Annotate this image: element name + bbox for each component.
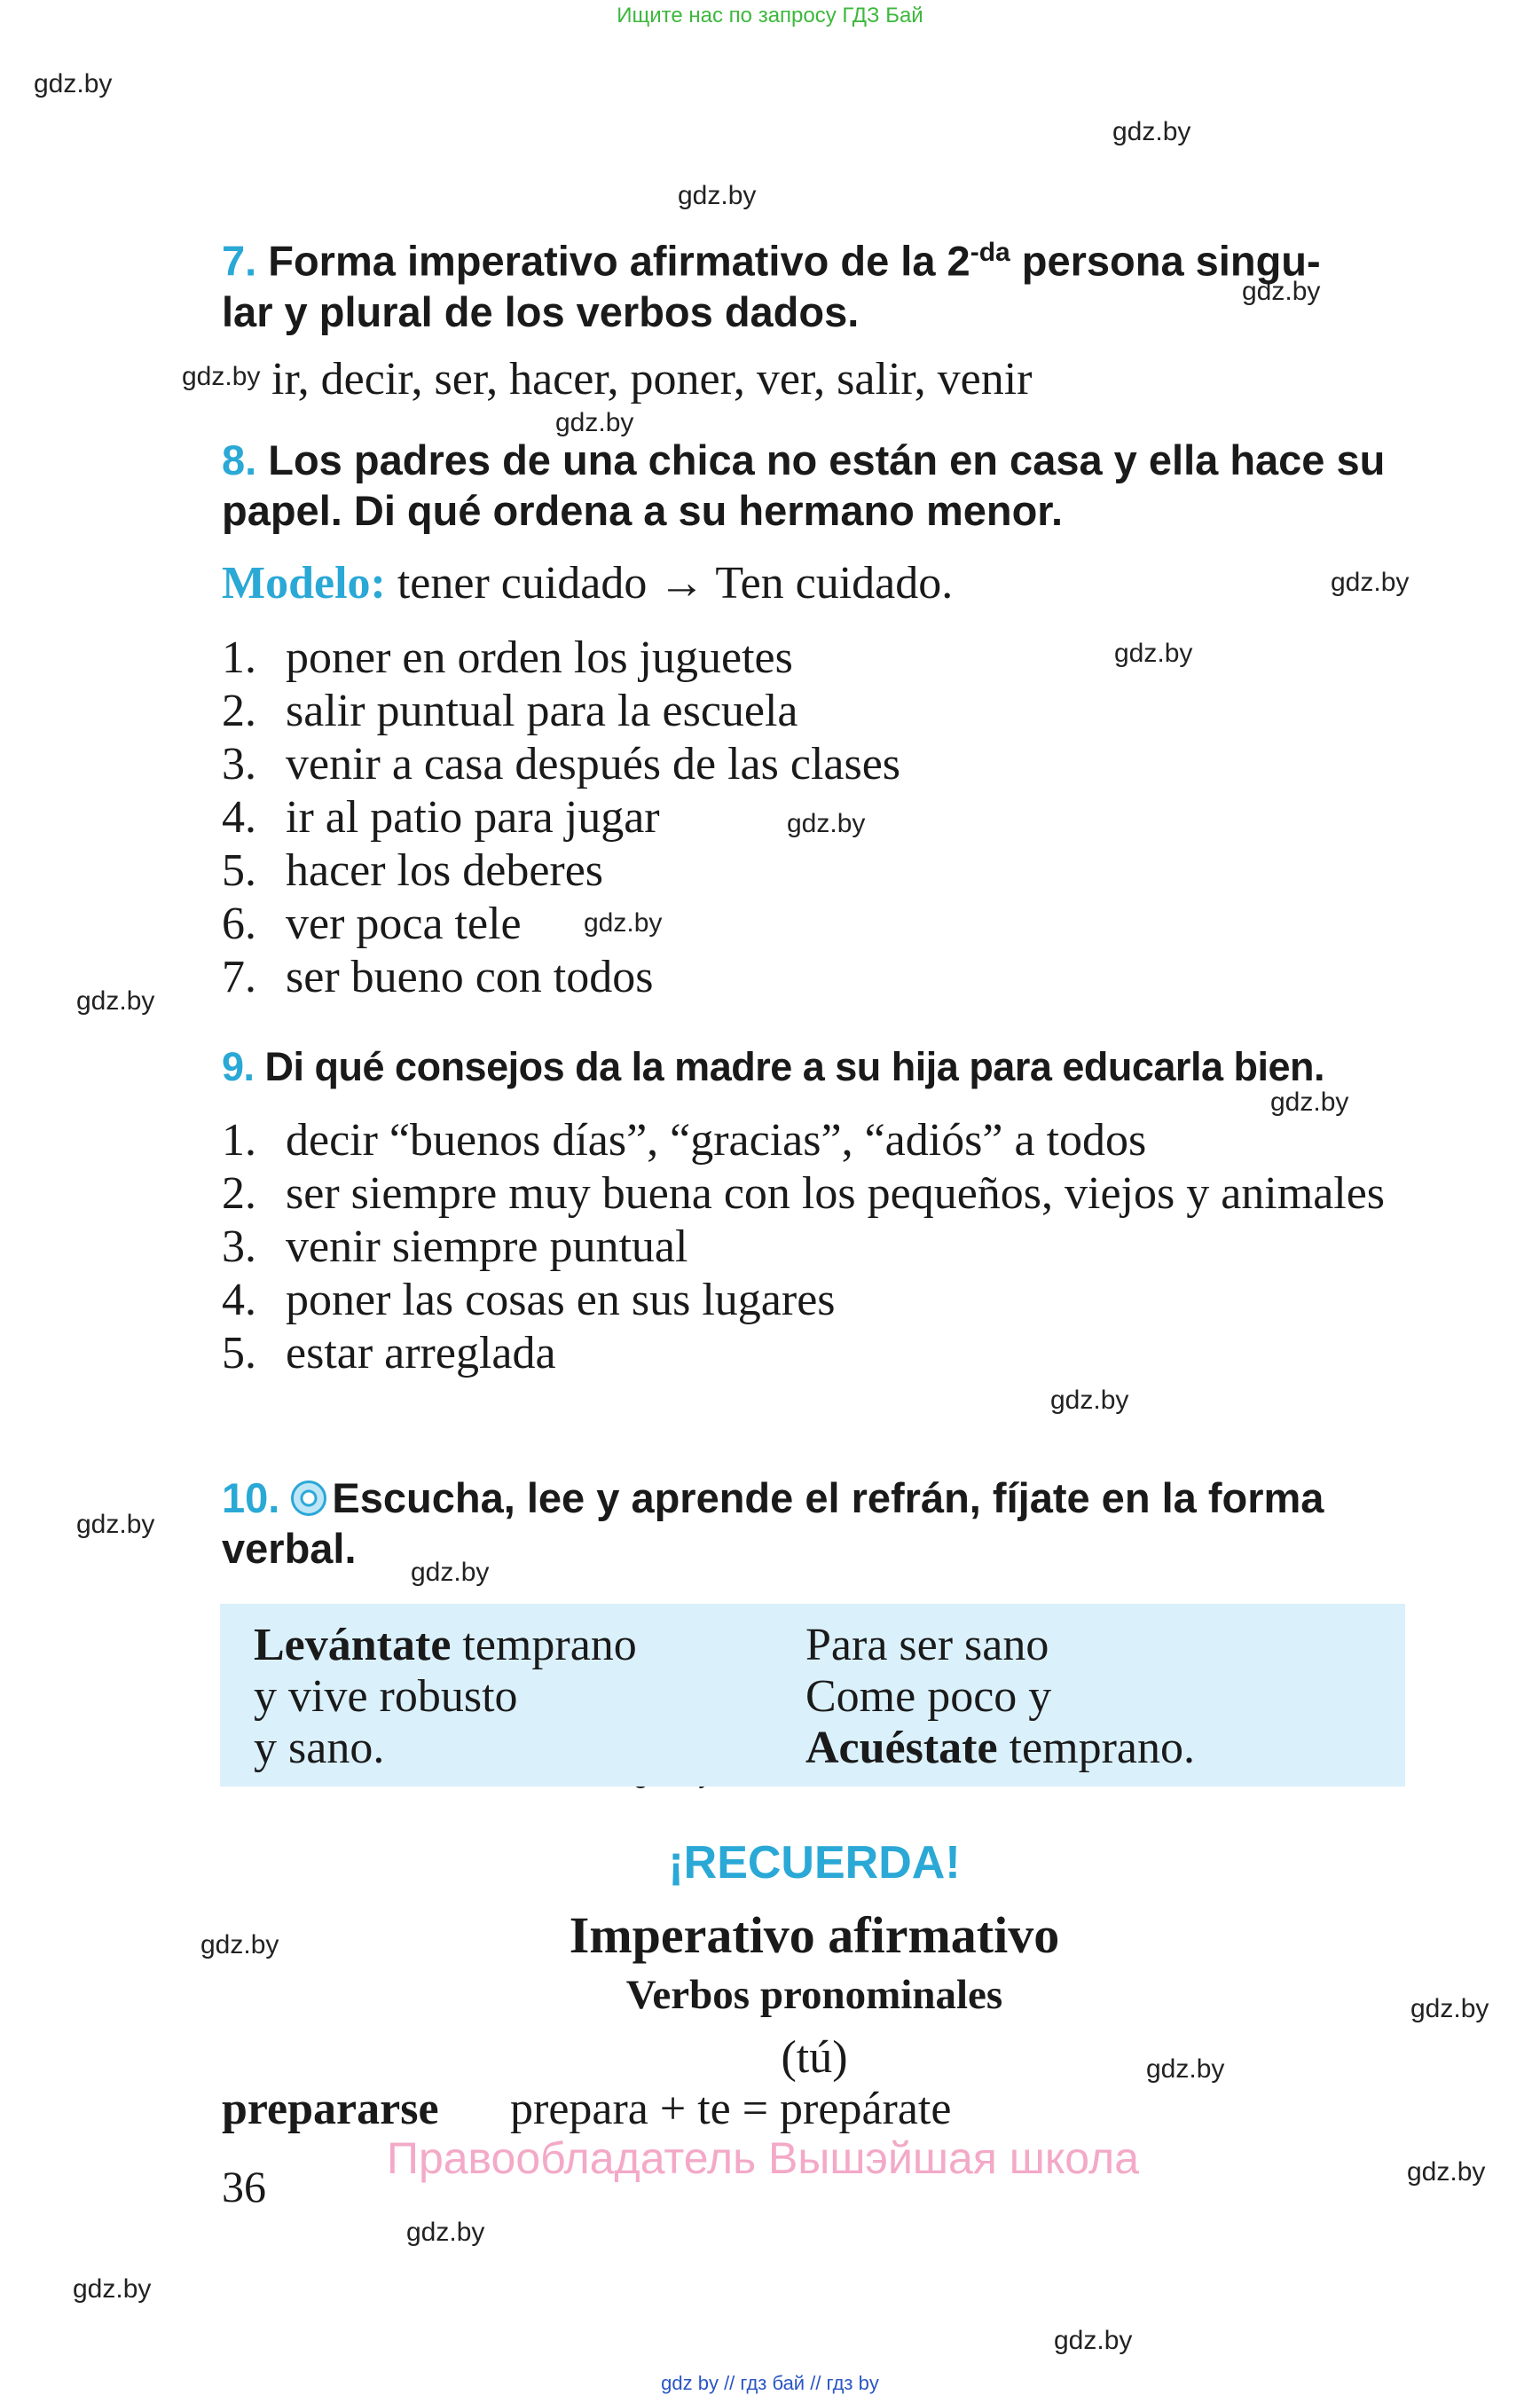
list-item: 4. poner las cosas en sus lugares bbox=[222, 1275, 836, 1325]
task-7-heading: 7. Forma imperativo afirmativo de la $2^{-da}$ persona singu- lar y plural de los verbos dados. bbox=[222, 237, 1321, 335]
task-8-list bbox=[222, 632, 1419, 1004]
watermark: gdz.by bbox=[73, 2274, 152, 2304]
search-hint-banner: Ищите нас по запросу ГДЗ Бай bbox=[617, 4, 923, 27]
watermark: gdz.by bbox=[1270, 1088, 1349, 1117]
watermark: gdz.by bbox=[411, 1558, 490, 1587]
list-item: 5. hacer los deberes bbox=[222, 845, 604, 896]
watermark: gdz.by bbox=[76, 986, 155, 1016]
refran-box bbox=[220, 1604, 1405, 1787]
task-10-heading: 10. Escucha, lee y aprende el refrán, fíjate en la forma verbal. bbox=[222, 1474, 1324, 1572]
watermark: gdz.by bbox=[200, 1930, 279, 1959]
rule-formula: prepara + te = prepárate bbox=[510, 2084, 952, 2134]
task-9-heading: 9. Di qué consejos da la madre a su hija para educarla bien. bbox=[222, 1044, 1324, 1089]
watermark: gdz.by bbox=[584, 908, 663, 938]
list-item: 5. estar arreglada bbox=[222, 1328, 556, 1378]
task-8-heading: 8. Los padres de una chica no están en casa y ella hace su papel. Di qué ordena a su hermano menor. bbox=[222, 436, 1386, 534]
rule-verb: prepararse bbox=[222, 2084, 439, 2134]
watermark: gdz.by bbox=[1112, 117, 1191, 146]
rule-person: (tú) bbox=[781, 2032, 848, 2083]
watermark: gdz.by bbox=[1410, 1994, 1489, 2023]
model-label: Modelo: bbox=[222, 558, 386, 609]
audio-disc-icon bbox=[291, 1480, 326, 1516]
watermark: gdz.by bbox=[76, 1510, 155, 1539]
footer-links[interactable]: gdz by // гдз бай // гдз by bbox=[661, 2372, 879, 2394]
watermark: gdz.by bbox=[34, 69, 113, 98]
refran-left-column: Levántate temprano y vive robusto y sano. bbox=[254, 1620, 637, 1773]
refran-right-column: Para ser sano Come poco y Acuéstate temprano. bbox=[805, 1620, 1195, 1773]
task-number: 10. bbox=[222, 1474, 280, 1521]
list-item: 1. decir “buenos días”, “gracias”, “adiós” a todos bbox=[222, 1115, 1147, 1166]
watermark: gdz.by bbox=[1050, 1386, 1129, 1415]
copyright-holder: Правообладатель Вышэйшая школа bbox=[387, 2133, 1139, 2183]
watermark: gdz.by bbox=[1331, 568, 1410, 597]
task-number: 8. bbox=[222, 436, 257, 483]
task-9-list bbox=[222, 1114, 1419, 1380]
watermark: gdz.by bbox=[1114, 639, 1193, 668]
task-number: 9. bbox=[222, 1044, 255, 1089]
task-8-model: Modelo: tener cuidado → Ten cuidado. bbox=[222, 558, 954, 609]
watermark: gdz.by bbox=[406, 2218, 485, 2247]
watermark: gdz.by bbox=[1407, 2157, 1486, 2187]
rule-title: Imperativo afirmativo bbox=[569, 1906, 1060, 1964]
list-item: 2. salir puntual para la escuela bbox=[222, 686, 798, 736]
watermark: gdz.by bbox=[787, 809, 866, 838]
list-item: 6. ver poca tele bbox=[222, 899, 522, 949]
task-number: 7. bbox=[222, 237, 257, 285]
list-item: 4. ir al patio para jugar bbox=[222, 792, 660, 843]
rule-subtitle: Verbos pronominales bbox=[625, 1972, 1003, 2018]
watermark: gdz.by bbox=[1242, 277, 1321, 306]
watermark: gdz.by bbox=[182, 362, 261, 391]
list-item: 3. venir siempre puntual bbox=[222, 1221, 688, 1272]
list-item: 7. ser bueno con todos bbox=[222, 952, 654, 1002]
page-number: 36 bbox=[222, 2162, 266, 2211]
watermark: gdz.by bbox=[678, 181, 757, 210]
recuerda-heading: ¡RECUERDA! bbox=[668, 1837, 961, 1889]
list-item: 3. venir a casa después de las clases bbox=[222, 739, 901, 789]
watermark: gdz.by bbox=[555, 408, 634, 437]
watermark: gdz.by bbox=[1146, 2054, 1225, 2084]
list-item: 2. ser siempre muy buena con los pequeños, viejos y animales bbox=[222, 1168, 1386, 1219]
task-7-verbs: ir, decir, ser, hacer, poner, ver, salir, venir bbox=[271, 354, 1033, 404]
watermark: gdz.by bbox=[1054, 2326, 1133, 2355]
list-item: 1. poner en orden los juguetes bbox=[222, 632, 793, 683]
